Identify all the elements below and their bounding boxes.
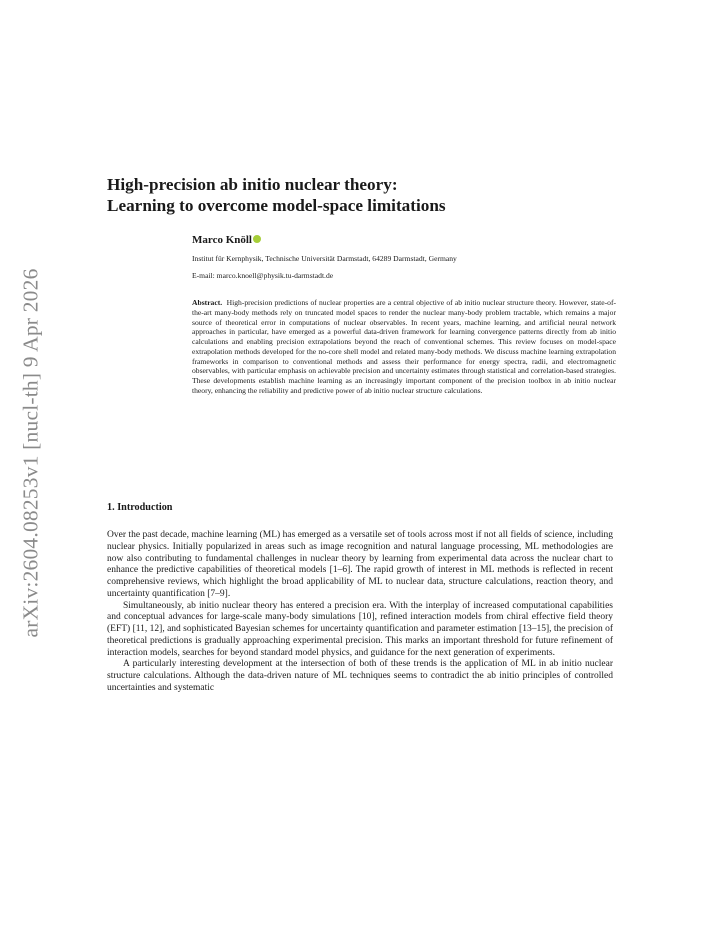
title-line-2: Learning to overcome model-space limitations [107, 196, 446, 215]
affiliation: Institut für Kernphysik, Technische Universität Darmstadt, 64289 Darmstadt, Germany [192, 254, 457, 263]
paragraph-1: Over the past decade, machine learning (ML) has emerged as a versatile set of tools across most if not all fields of science, including nuclear physics. Initially popularized in areas such as image recognition and natural language processing, ML methodologies are now also contributing to fundamental challenges in nuclear theory by learning from experimental data across the nuclear chart to enhance the predictive capabilities of theoretical models [1–6]. The rapid growth of interest in ML methods is reflected in recent comprehensive reviews, which highlight the broad applicability of ML to nuclear data, structure calculations, reaction theory, and uncertainty quantification [7–9]. [107, 530, 613, 599]
abstract-label: Abstract. [192, 298, 223, 307]
arxiv-identifier: arXiv:2604.08253v1 [nucl-th] 9 Apr 2026 [18, 268, 43, 638]
arxiv-sidebar [14, 258, 48, 648]
abstract-text: High-precision predictions of nuclear properties are a central objective of ab initio nuclear structure theory. However, state-of-the-art many-body methods rely on truncated model spaces to render the nuclear many-body problem tractable, which remains a major source of theoretical error in computations of nuclear observables. In recent years, machine learning, and artificial neural network approaches in particular, have emerged as a powerful data-driven framework for learning convergence patterns directly from ab initio calculations and enabling precision extrapolations beyond the reach of conventional schemes. This review focuses on model-space extrapolation methods developed for the no-core shell model and related many-body methods. We discuss machine learning extrapolation frameworks in comparison to conventional methods and assess their performance for energy spectra, radii, and electromagnetic observables, with particular emphasis on achievable precision and uncertainty estimates through statistical and correlation-based strategies. These developments establish machine learning as an increasingly important component of the precision toolbox in ab initio nuclear theory, enhancing the reliability and predictive power of ab initio nuclear structure calculations. [192, 298, 617, 395]
section-body [107, 530, 613, 695]
author-name: Marco Knöll [192, 234, 252, 246]
front-matter [192, 233, 616, 396]
abstract [192, 298, 616, 396]
paragraph-2: Simultaneously, ab initio nuclear theory has entered a precision era. With the interplay of increased computational capabilities and conceptual advances for large-scale many-body simulations [10], refined interaction models from chiral effective field theory (EFT) [11, 12], and sophisticated Bayesian schemes for uncertainty quantification and parameter estimation [13–15], the precision of theoretical predictions is gradually approaching experimental precision. This marks an important threshold for future refinement of interaction models, searches for beyond standard model physics, and guidance for the next generation of experiments. [107, 600, 613, 658]
title-line-1: High-precision ab initio nuclear theory: [107, 175, 398, 194]
author-email: E-mail: marco.knoell@physik.tu-darmstadt.de [192, 271, 334, 280]
author-line [192, 233, 616, 247]
orcid-icon[interactable] [253, 235, 261, 243]
paragraph-3: A particularly interesting development at the intersection of both of these trends is the application of ML in ab initio nuclear structure calculations. Although the data-driven nature of ML techniques seems to contradict the ab initio principles of controlled uncertainties and systematic [107, 659, 613, 693]
paper-title [107, 174, 627, 216]
section-heading: 1. Introduction [107, 502, 173, 513]
